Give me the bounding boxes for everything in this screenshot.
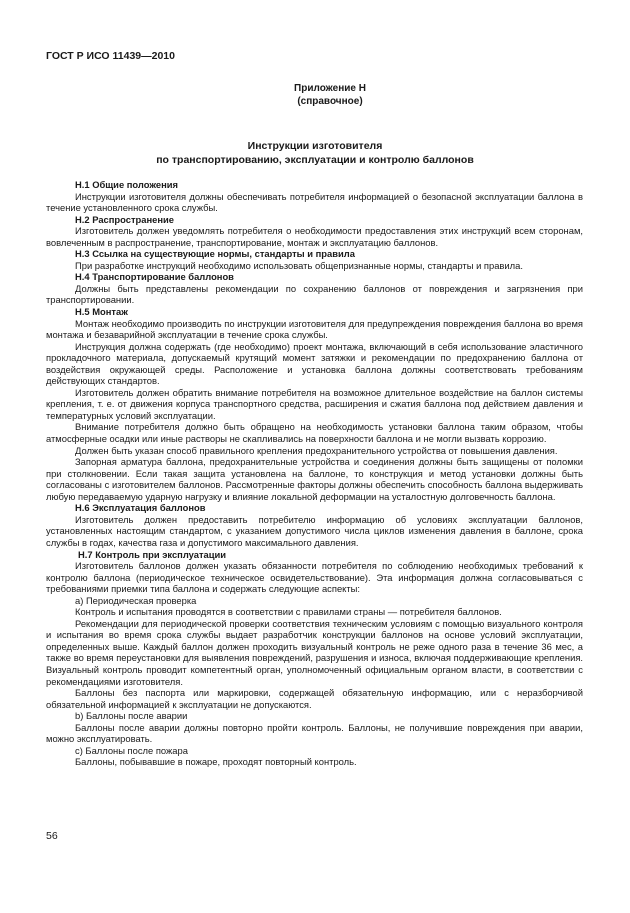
paragraph: Запорная арматура баллона, предохранительные устройства и соединения должны быть защищены от поломки при столкновении. Если такая защита установлена на баллоне, то конструкция и метод установки должны быть согласованы с изготовителем баллонов. Рассмотренные факторы должны обеспечить способность баллона выдерживать любую передаваемую ударную нагрузку и влияние локальной деформации на усталостную долговечность баллона. — [46, 456, 583, 502]
section-heading: Н.3 Ссылка на существующие нормы, стандарты и правила — [75, 248, 355, 260]
paragraph: Изготовитель должен обратить внимание потребителя на возможное длительное воздействие на баллон системы крепления, т. е. от движения корпуса транспортного средства, расширения и сжатия баллона под действием давления и температурных условий эксплуатации. — [46, 386, 583, 421]
paragraph: Изготовитель должен уведомлять потребителя о необходимости предоставления этих инструкций всем сторонам, вовлеченным в распространение, транспортирование, монтаж и эксплуатацию баллонов. — [46, 225, 583, 248]
section-heading: Н.2 Распространение — [75, 213, 175, 225]
title-line-1: Инструкции изготовителя — [247, 140, 383, 152]
section-title — [80, 139, 550, 167]
paragraph: а) Периодическая проверка — [75, 594, 197, 606]
paragraph: Контроль и испытания проводятся в соответствии с правилами страны — потребителя баллонов. — [75, 606, 502, 618]
paragraph: Изготовитель должен предоставить потребителю информацию об условиях эксплуатации баллонов, установленных настоящим стандартом, с указанием допустимого числа циклов изменения давления в баллоне, срока службы в годах, качества газа и допустимого максимального давления. — [46, 513, 583, 548]
paragraph: Баллоны после аварии должны повторно пройти контроль. Баллоны, не получившие повреждения при аварии, можно эксплуатировать. — [46, 721, 583, 745]
annex-note: (справочное) — [297, 96, 363, 107]
paragraph: Баллоны, побывавшие в пожаре, проходят повторный контроль. — [75, 756, 357, 768]
section-heading: Н.5 Монтаж — [75, 306, 128, 318]
paragraph: Внимание потребителя должно быть обращено на необходимость установки баллона таким образом, чтобы атмосферные осадки или иные растворы не скапливались на поверхности баллона и не могли вызвать коррозию. — [46, 421, 583, 445]
paragraph: При разработке инструкций необходимо использовать общепризнанные нормы, стандарты и правила. — [75, 259, 523, 271]
paragraph: c) Баллоны после пожара — [75, 744, 188, 756]
document-body — [46, 179, 583, 768]
paragraph: Баллоны без паспорта или маркировки, содержащей обязательную информацию, или с неразборчивой обязательной информацией к эксплуатации не допускаются. — [46, 687, 583, 710]
section-heading: Н.1 Общие положения — [75, 179, 178, 190]
page-number: 56 — [46, 830, 58, 842]
paragraph: Инструкция должна содержать (где необходимо) проект монтажа, включающий в себя использование эластичного прокладочного материала, допускаемый крутящий момент затяжки и рекомендации по предохранению баллона от воздействия окружающей среды. Расположение и установка баллона должны соответствовать требованиям действующих стандартов. — [46, 340, 583, 387]
paragraph: Должны быть представлены рекомендации по сохранению баллонов от повреждения и загрязнения при транспортировании. — [46, 282, 583, 306]
standard-header: ГОСТ Р ИСО 11439—2010 — [46, 50, 175, 62]
title-line-2: по транспортированию, эксплуатации и контролю баллонов — [156, 154, 474, 166]
paragraph: Изготовитель баллонов должен указать обязанности потребителя по соблюдению необходимых требований к контролю баллона (периодическое техническое освидетельствование). Эта информация должна согласовываться с требованиями приемки типа баллона и содержать следующие аспекты: — [46, 560, 583, 595]
annex-block — [250, 82, 410, 108]
paragraph: b) Баллоны после аварии — [75, 710, 188, 722]
paragraph: Монтаж необходимо производить по инструкции изготовителя для предупреждения повреждения баллона во время монтажа и безаварийной эксплуатации в течение срока службы. — [46, 317, 583, 341]
section-heading: Н.6 Эксплуатация баллонов — [75, 502, 206, 514]
section-heading: Н.4 Транспортирование баллонов — [75, 271, 234, 283]
paragraph: Должен быть указан способ правильного крепления предохранительного устройства от повышения давления. — [75, 444, 558, 456]
paragraph: Инструкции изготовителя должны обеспечивать потребителя информацией о безопасной эксплуатации баллона в течение установленного срока службы. — [46, 190, 583, 214]
annex-title: Приложение Н — [294, 83, 366, 94]
section-heading: Н.7 Контроль при эксплуатации — [78, 548, 227, 560]
paragraph: Рекомендации для периодической проверки соответствия техническим условиям с помощью визуального контроля и испытания во время срока службы выдает разработчик конструкции баллонов на основе условий эксплуатации, определенных выше. Каждый баллон должен проходить визуальный контроль не реже одного раза в течение 36 мес, а также во время переустановки для выявления повреждений, разрушения и износа, включая поддерживающие крепления. Визуальный контроль проводит компетентный орган, уполномоченный официальным органом власти, в соответствии с рекомендациями изготовителя. — [46, 617, 583, 687]
